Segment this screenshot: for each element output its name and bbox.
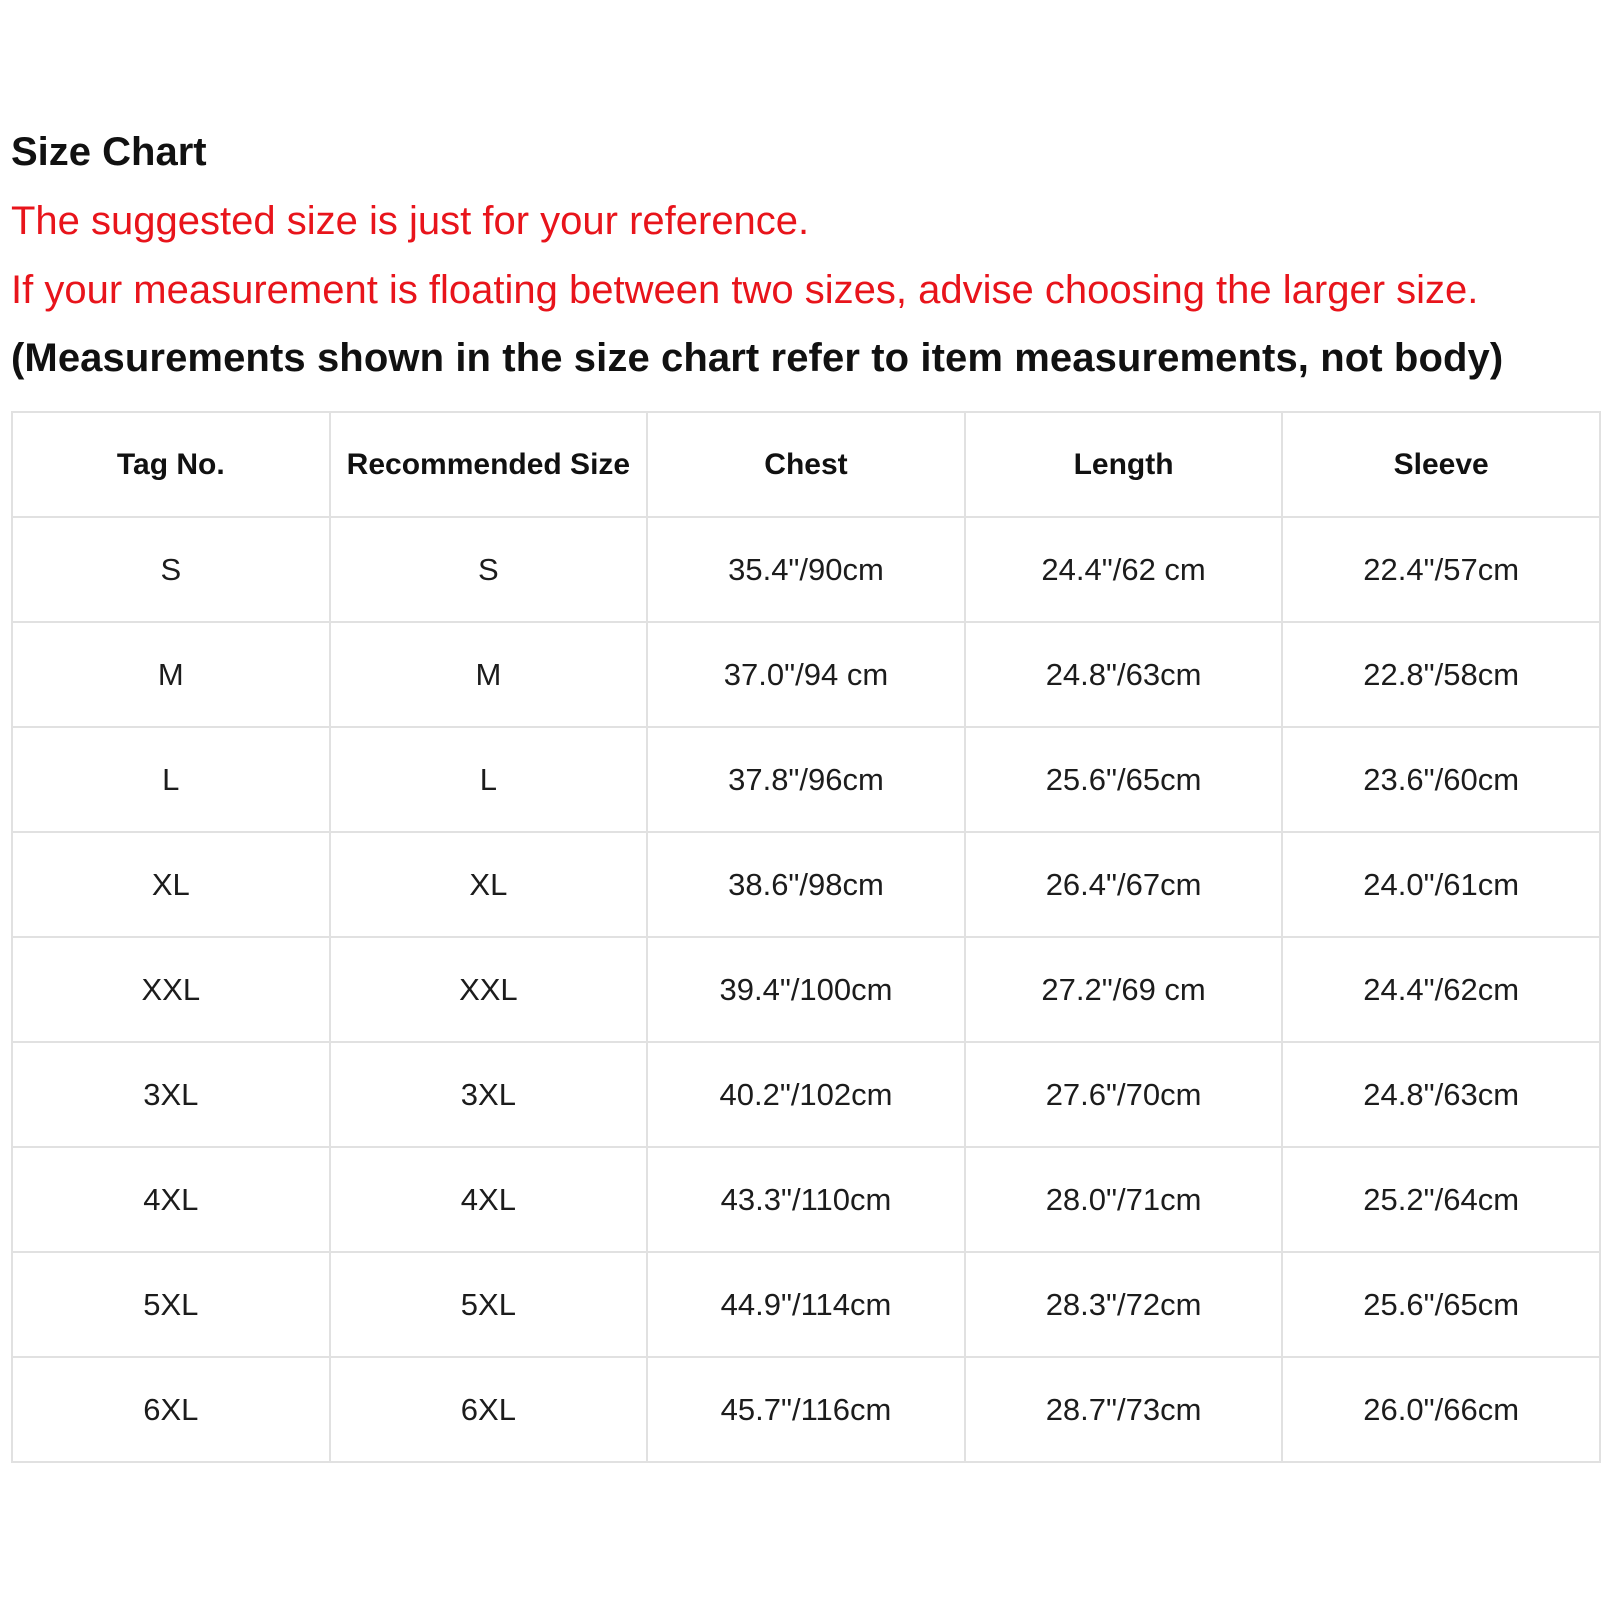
- cell-tag-no: XL: [12, 832, 330, 937]
- cell-recommended-size: 4XL: [330, 1147, 648, 1252]
- table-row: [12, 727, 1600, 832]
- cell-sleeve: 25.6"/65cm: [1282, 1252, 1600, 1357]
- header-chest: Chest: [647, 412, 965, 517]
- table-row: [12, 832, 1600, 937]
- size-table-body: [12, 517, 1600, 1462]
- page-title: Size Chart: [11, 130, 207, 174]
- cell-sleeve: 24.0"/61cm: [1282, 832, 1600, 937]
- cell-sleeve: 25.2"/64cm: [1282, 1147, 1600, 1252]
- cell-length: 28.0"/71cm: [965, 1147, 1283, 1252]
- cell-sleeve: 22.4"/57cm: [1282, 517, 1600, 622]
- cell-recommended-size: M: [330, 622, 648, 727]
- cell-tag-no: XXL: [12, 937, 330, 1042]
- cell-tag-no: 6XL: [12, 1357, 330, 1462]
- table-row: [12, 937, 1600, 1042]
- cell-chest: 39.4"/100cm: [647, 937, 965, 1042]
- cell-chest: 43.3"/110cm: [647, 1147, 965, 1252]
- header-length: Length: [965, 412, 1283, 517]
- cell-sleeve: 24.4"/62cm: [1282, 937, 1600, 1042]
- table-row: [12, 1252, 1600, 1357]
- cell-tag-no: S: [12, 517, 330, 622]
- table-row: [12, 1147, 1600, 1252]
- cell-length: 24.8"/63cm: [965, 622, 1283, 727]
- cell-recommended-size: S: [330, 517, 648, 622]
- cell-recommended-size: 5XL: [330, 1252, 648, 1357]
- cell-recommended-size: 3XL: [330, 1042, 648, 1147]
- reference-note: The suggested size is just for your reference.: [11, 199, 810, 243]
- table-row: [12, 517, 1600, 622]
- cell-tag-no: L: [12, 727, 330, 832]
- measurement-disclaimer: (Measurements shown in the size chart refer to item measurements, not body): [11, 336, 1504, 380]
- cell-tag-no: 3XL: [12, 1042, 330, 1147]
- size-chart-table: [11, 411, 1601, 1463]
- cell-chest: 44.9"/114cm: [647, 1252, 965, 1357]
- cell-sleeve: 26.0"/66cm: [1282, 1357, 1600, 1462]
- cell-length: 28.3"/72cm: [965, 1252, 1283, 1357]
- cell-length: 24.4"/62 cm: [965, 517, 1283, 622]
- header-recommended-size: Recommended Size: [330, 412, 648, 517]
- cell-tag-no: 4XL: [12, 1147, 330, 1252]
- cell-length: 25.6"/65cm: [965, 727, 1283, 832]
- table-row: [12, 622, 1600, 727]
- larger-size-note: If your measurement is floating between two sizes, advise choosing the larger size.: [11, 268, 1479, 312]
- cell-chest: 37.8"/96cm: [647, 727, 965, 832]
- cell-recommended-size: L: [330, 727, 648, 832]
- cell-chest: 38.6"/98cm: [647, 832, 965, 937]
- cell-chest: 37.0"/94 cm: [647, 622, 965, 727]
- cell-sleeve: 24.8"/63cm: [1282, 1042, 1600, 1147]
- cell-length: 28.7"/73cm: [965, 1357, 1283, 1462]
- cell-length: 27.6"/70cm: [965, 1042, 1283, 1147]
- cell-recommended-size: XL: [330, 832, 648, 937]
- cell-length: 27.2"/69 cm: [965, 937, 1283, 1042]
- cell-chest: 45.7"/116cm: [647, 1357, 965, 1462]
- header-tag-no: Tag No.: [12, 412, 330, 517]
- cell-tag-no: 5XL: [12, 1252, 330, 1357]
- table-row: [12, 1357, 1600, 1462]
- cell-sleeve: 22.8"/58cm: [1282, 622, 1600, 727]
- cell-recommended-size: XXL: [330, 937, 648, 1042]
- cell-length: 26.4"/67cm: [965, 832, 1283, 937]
- cell-chest: 35.4"/90cm: [647, 517, 965, 622]
- cell-sleeve: 23.6"/60cm: [1282, 727, 1600, 832]
- cell-tag-no: M: [12, 622, 330, 727]
- table-header-row: [12, 412, 1600, 517]
- table-row: [12, 1042, 1600, 1147]
- header-sleeve: Sleeve: [1282, 412, 1600, 517]
- cell-recommended-size: 6XL: [330, 1357, 648, 1462]
- cell-chest: 40.2"/102cm: [647, 1042, 965, 1147]
